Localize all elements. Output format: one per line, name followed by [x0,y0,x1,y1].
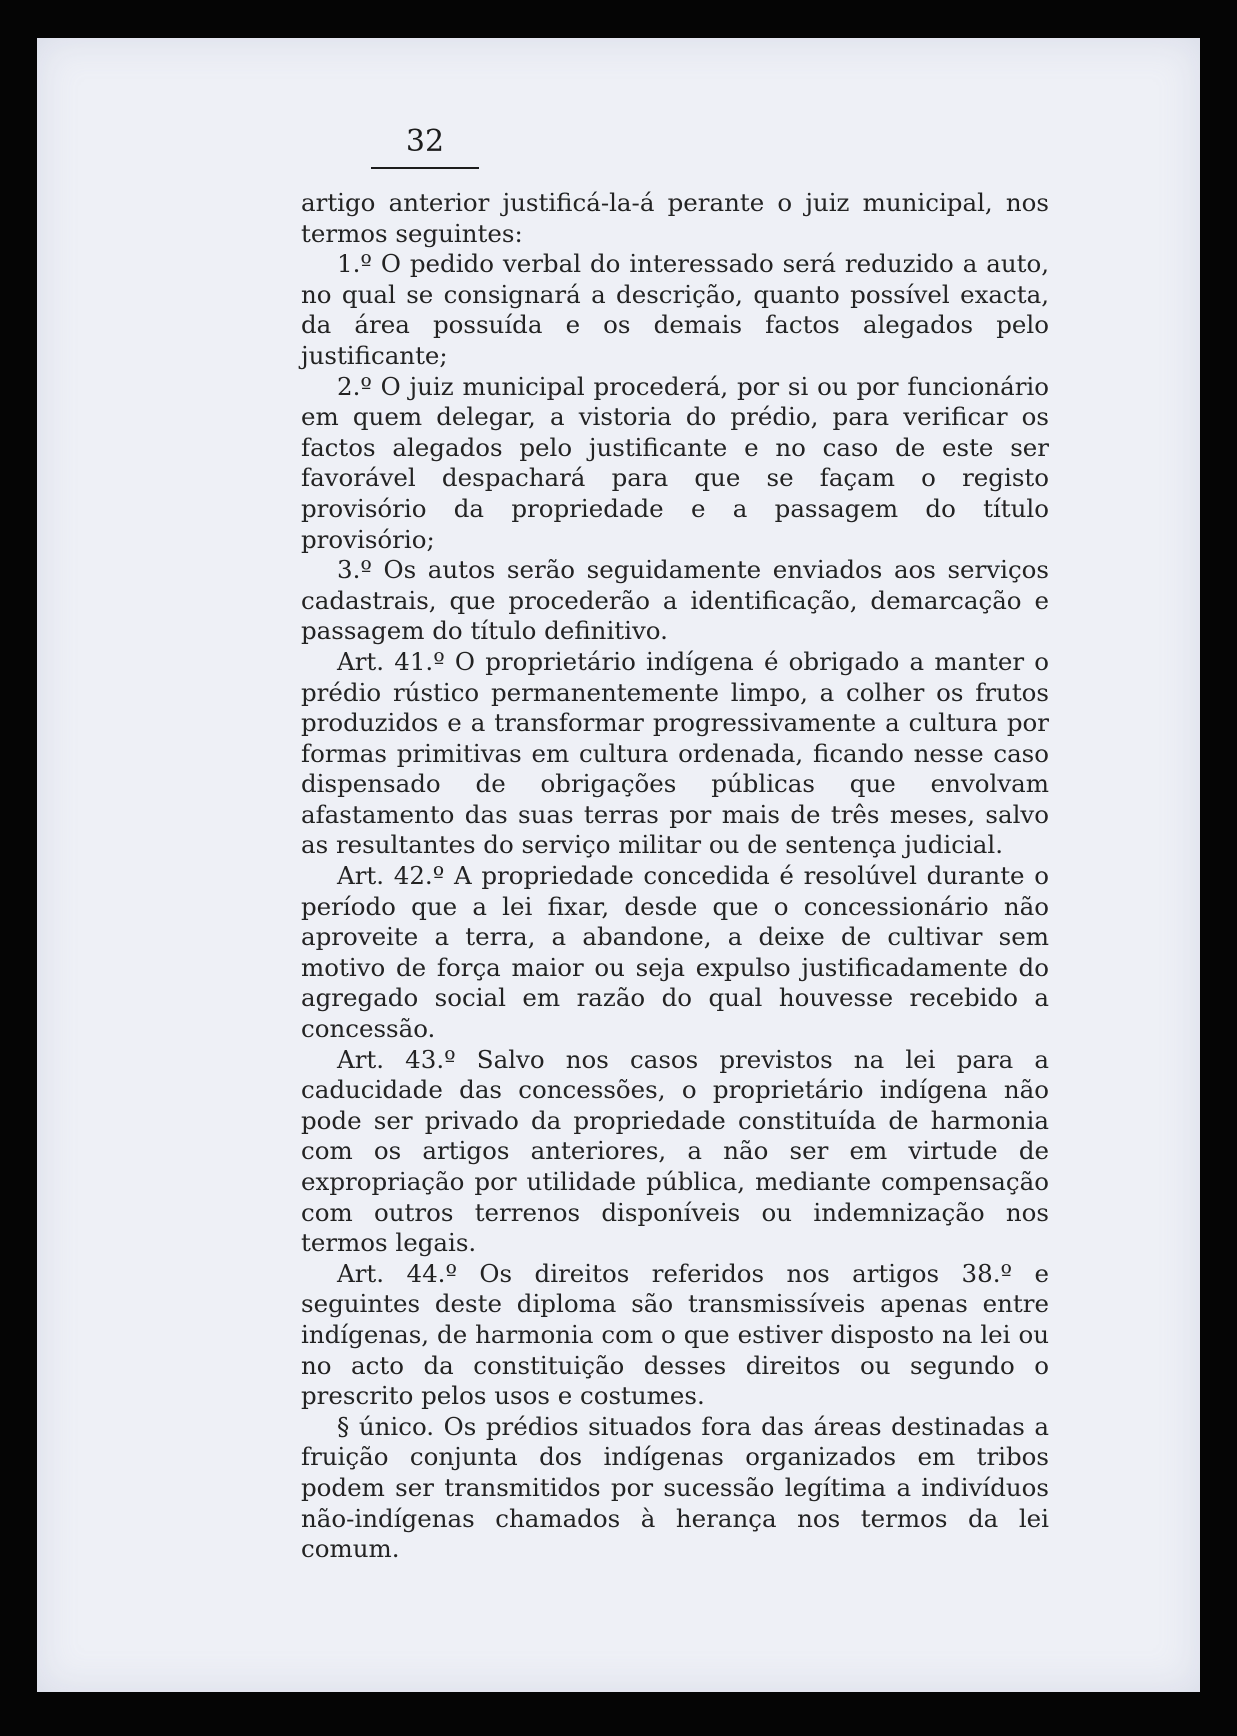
paragraph-art-44: Art. 44.º Os direitos referidos nos artigos 38.º e seguintes deste diploma são transmissíveis apenas entre indígenas, de harmonia com o que estiver disposto na lei ou no acto da constituição desses direitos ou segundo o prescrito pelos usos e costumes. [301,1258,1049,1411]
body-text [301,188,1049,1565]
paragraph-single-section: § único. Os prédios situados fora das áreas destinadas a fruição conjunta dos indígenas organizados em tribos podem ser transmitidos por sucessão legítima a indivíduos não-indígenas chamados à herança nos termos da lei comum. [301,1411,1049,1564]
paragraph-continuation: artigo anterior justificá-la-á perante o juiz municipal, nos termos seguintes: [301,188,1049,248]
page-number: 32 [371,124,479,169]
document-page [37,38,1200,1692]
paragraph-art-43: Art. 43.º Salvo nos casos previstos na lei para a caducidade das concessões, o proprietário indígena não pode ser privado da propriedade constituída de harmonia com os artigos anteriores, a não ser em virtude de expropriação por utilidade pública, mediante compensação com outros terrenos disponíveis ou indemnização nos termos legais. [301,1044,1049,1258]
paragraph-item-1: 1.º O pedido verbal do interessado será reduzido a auto, no qual se consignará a descrição, quanto possível exacta, da área possuída e os demais factos alegados pelo justificante; [301,249,1049,370]
paragraph-art-41: Art. 41.º O proprietário indígena é obrigado a manter o prédio rústico permanentemente limpo, a colher os frutos produzidos e a transformar progressivamente a cultura por formas primitivas em cultura ordenada, ficando nesse caso dispensado de obrigações públicas que envolvam afastamento das suas terras por mais de três meses, salvo as resultantes do serviço militar ou de sentença judicial. [301,646,1049,860]
paragraph-item-2: 2.º O juiz municipal procederá, por si ou por funcionário em quem delegar, a vistoria do prédio, para verificar os factos alegados pelo justificante e no caso de este ser favorável despachará para que se façam o registo provisório da propriedade e a passagem do título provisório; [301,371,1049,554]
paragraph-art-42: Art. 42.º A propriedade concedida é resolúvel durante o período que a lei fixar, desde que o concessionário não aproveite a terra, a abandone, a deixe de cultivar sem motivo de força maior ou seja expulso justificadamente do agregado social em razão do qual houvesse recebido a concessão. [301,861,1049,1044]
paragraph-item-3: 3.º Os autos serão seguidamente enviados aos serviços cadastrais, que procederão a identificação, demarcação e passagem do título definitivo. [301,555,1049,646]
